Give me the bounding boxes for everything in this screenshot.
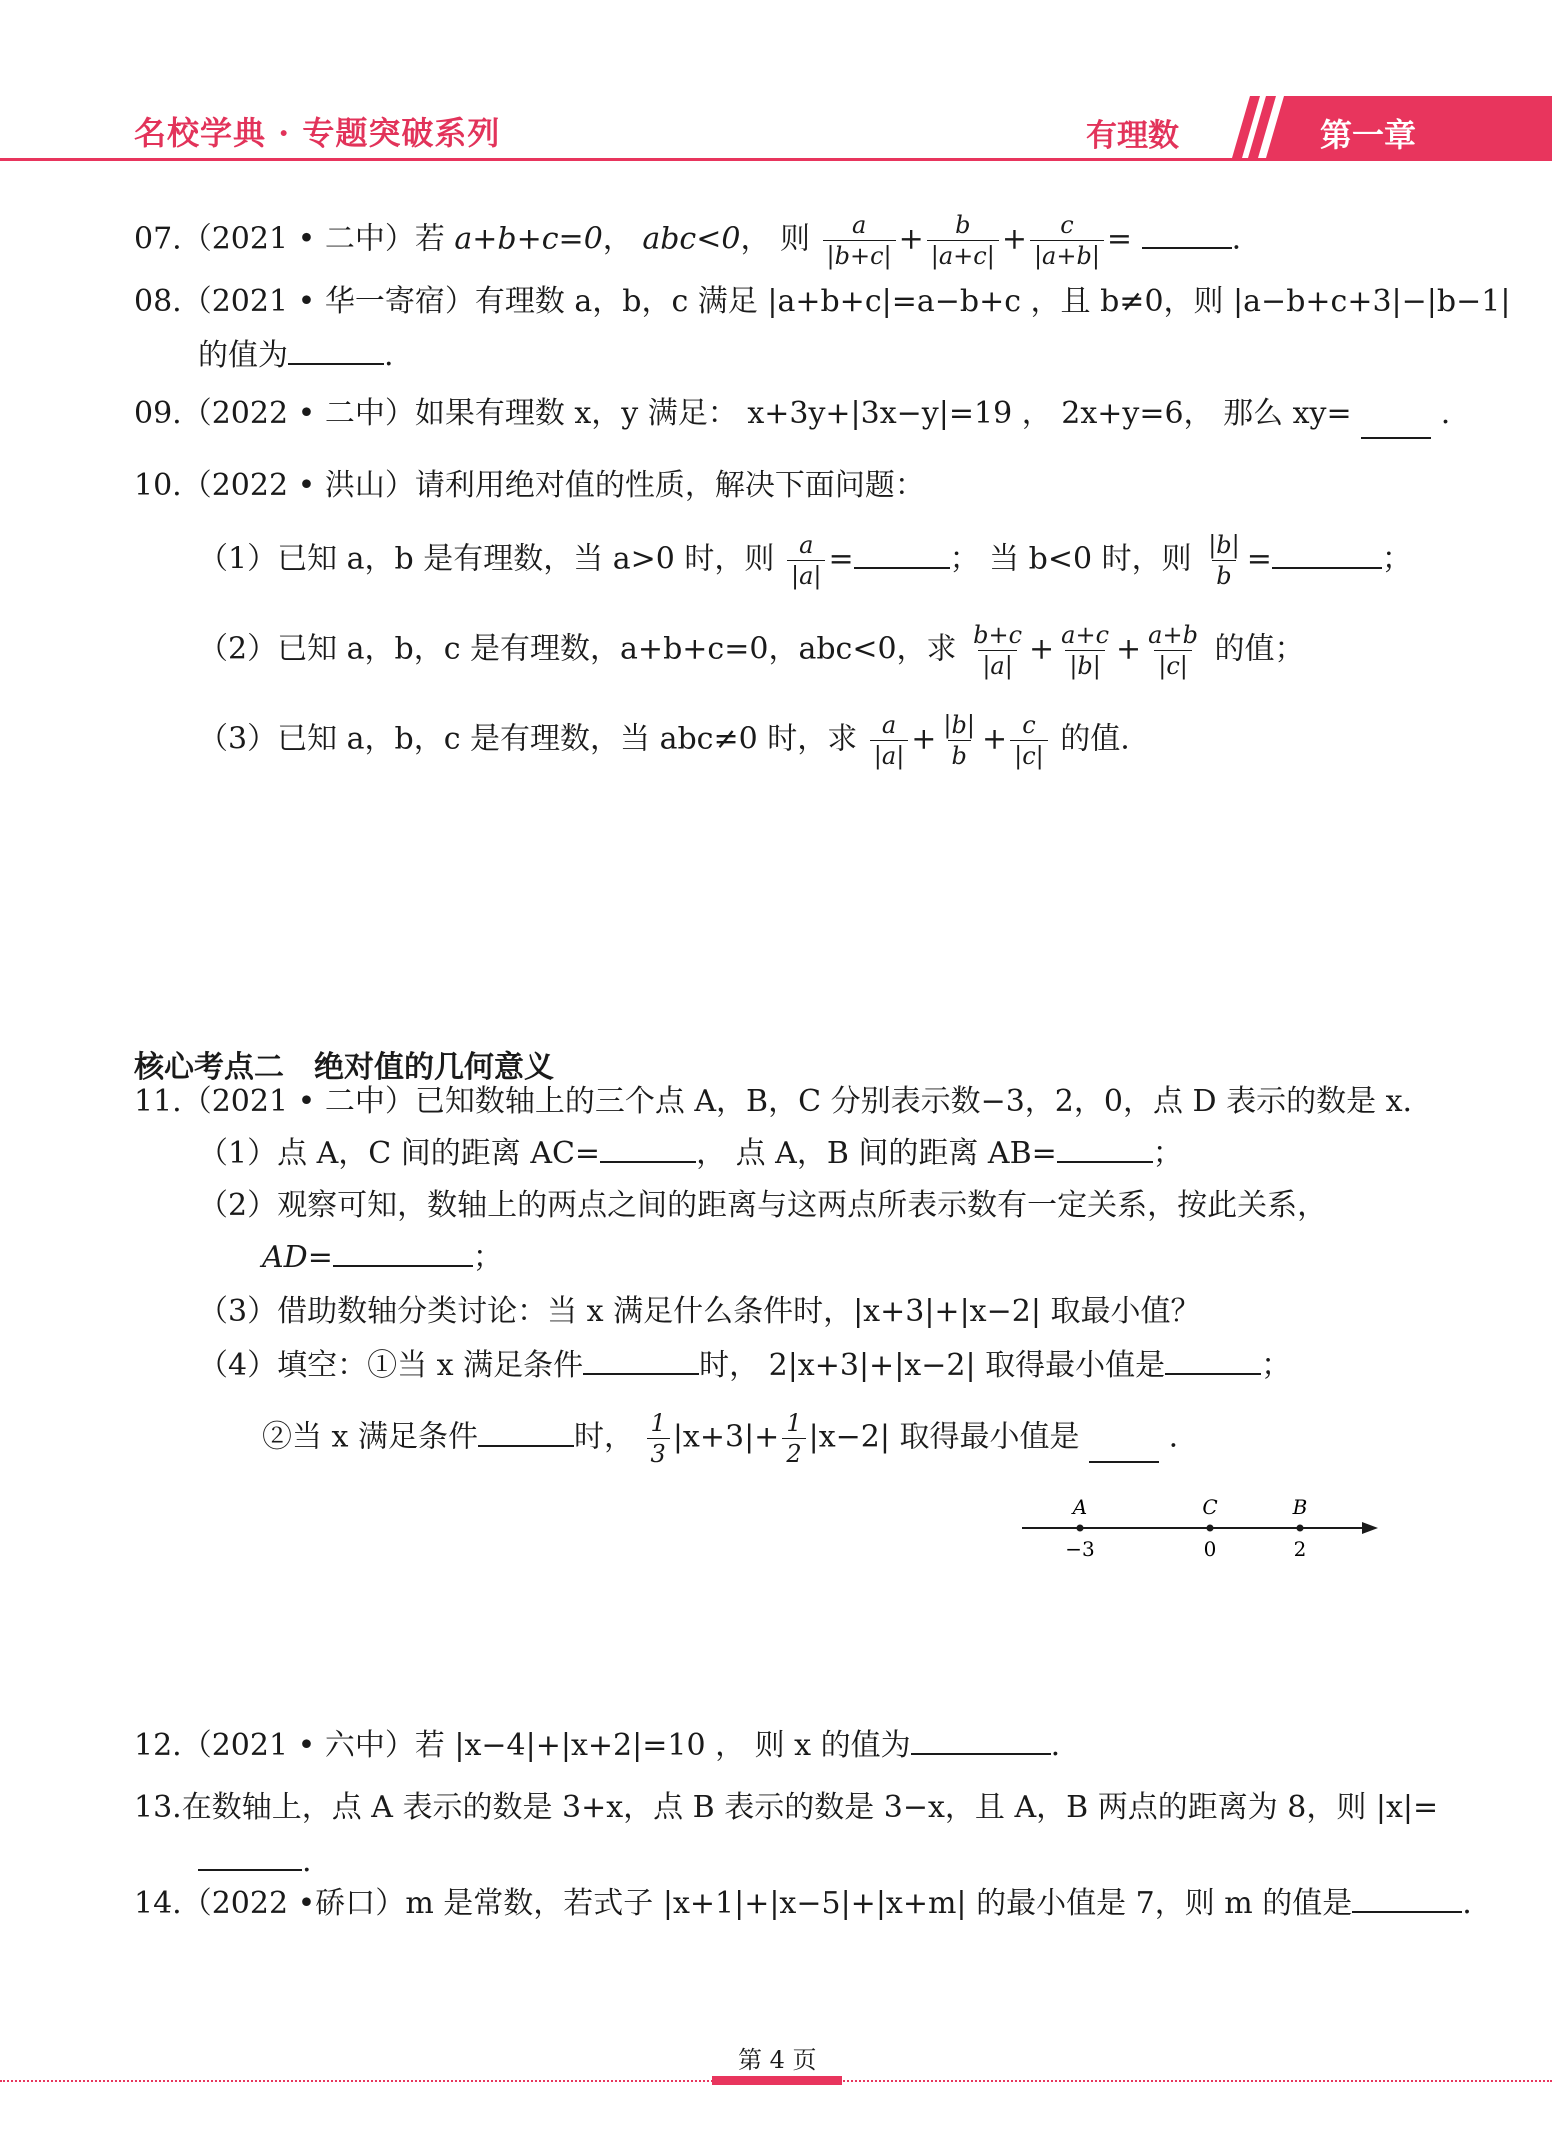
denominator: b <box>1212 560 1235 591</box>
question-source: （2022 •硚口） <box>181 1886 406 1921</box>
question-11-part2-answer <box>262 1238 503 1278</box>
denominator: |a+b| <box>1030 240 1104 271</box>
question-text: 请利用绝对值的性质，解决下面问题： <box>414 468 925 503</box>
question-text: ； 当 b<0 时，则 <box>949 541 1192 577</box>
footer-accent-bar <box>712 2076 842 2085</box>
question-source: （2021 • 二中） <box>181 221 415 257</box>
chapter-label: 第一章 <box>1320 116 1417 154</box>
answer-blank[interactable] <box>1165 1369 1261 1375</box>
question-text: 有理数 a，b，c 满足 |a+b+c|=a−b+c ，且 b≠0，则 |a−b+c+3|−|b−1| <box>474 284 1511 319</box>
question-source: （2022 • 洪山） <box>181 468 415 503</box>
plus-sign: + <box>898 221 924 257</box>
condition: abc<0 <box>642 221 741 257</box>
numerator: 1 <box>786 1409 802 1437</box>
question-number: 07. <box>134 221 182 257</box>
denominator: |a+c| <box>927 240 999 271</box>
point-a <box>1077 1525 1084 1532</box>
fraction <box>939 710 979 771</box>
question-number: 12. <box>134 1728 182 1763</box>
tick-label: −3 <box>1065 1537 1095 1561</box>
denominator: |b+c| <box>823 240 896 271</box>
text: ； <box>472 1240 503 1275</box>
question-08 <box>134 282 1510 322</box>
header-divider <box>0 158 1552 161</box>
numerator: a+c <box>1061 621 1110 649</box>
question-10-part1 <box>198 530 1412 591</box>
question-11 <box>134 1082 1412 1122</box>
question-text: 时， <box>574 1419 634 1455</box>
denominator: |b| <box>1065 650 1105 681</box>
fraction <box>927 210 999 271</box>
answer-blank[interactable] <box>600 1157 696 1163</box>
fraction <box>823 210 896 271</box>
answer-blank[interactable] <box>333 1261 473 1267</box>
question-text: ， 点 A，B 间的距离 AB= <box>696 1136 1057 1171</box>
denominator: |a| <box>870 740 908 771</box>
denominator: 3 <box>647 1438 670 1469</box>
page-number: 第 4 页 <box>738 2046 817 2074</box>
question-text: 已知数轴上的三个点 A，B，C 分别表示数−3，2，0，点 D 表示的数是 x. <box>414 1084 1413 1119</box>
section-title: 核心考点二 绝对值的几何意义 <box>134 1050 554 1085</box>
question-source: （2021 • 华一寄宿） <box>181 284 475 319</box>
fraction <box>1030 210 1104 271</box>
denominator: |c| <box>1010 740 1048 771</box>
question-11-part5 <box>262 1408 1178 1469</box>
question-text: 在数轴上，点 A 表示的数是 3+x，点 B 表示的数是 3−x，且 A，B 两点的距离为 8，则 |x|= <box>181 1790 1439 1825</box>
tick-label: 0 <box>1203 1537 1217 1561</box>
answer-blank[interactable] <box>1272 563 1382 569</box>
numerator: a+b <box>1148 621 1198 649</box>
point-label: B <box>1292 1495 1308 1519</box>
question-text: 若 |x−4|+|x+2|=10 ， 则 x 的值为 <box>414 1728 911 1763</box>
numerator: a <box>881 711 897 739</box>
text: . <box>1440 396 1451 431</box>
equals-sign: = <box>1106 221 1133 257</box>
text: . <box>1462 1886 1472 1921</box>
denominator: |c| <box>1154 650 1192 681</box>
point-label: A <box>1072 1495 1088 1519</box>
question-text: （2）已知 a，b，c 是有理数，a+b+c=0，abc<0，求 <box>198 631 957 667</box>
question-text: 如果有理数 x，y 满足： x+3y+|3x−y|=19 ， 2x+y=6， 那么 xy= <box>414 396 1352 431</box>
equals-sign: = <box>828 541 854 577</box>
question-number: 13. <box>134 1790 182 1825</box>
text: . <box>302 1844 312 1879</box>
question-text: 的值. <box>1060 721 1130 757</box>
question-text: （1）点 A，C 间的距离 AC= <box>198 1136 601 1171</box>
question-text: （2）观察可知，数轴上的两点之间的距离与这两点所表示数有一定关系，按此关系， <box>198 1188 1328 1223</box>
answer-blank[interactable] <box>1352 1907 1462 1913</box>
question-number: 14. <box>134 1886 182 1921</box>
answer-blank[interactable] <box>288 359 384 365</box>
text: . <box>384 338 394 373</box>
plus-sign: + <box>1001 221 1027 257</box>
question-text: （1）已知 a，b 是有理数，当 a>0 时，则 <box>198 541 775 577</box>
point-b <box>1297 1525 1304 1532</box>
question-text: （4）填空：①当 x 满足条件 <box>198 1348 584 1383</box>
question-number: 09. <box>134 396 182 431</box>
question-13-line2 <box>198 1842 312 1882</box>
answer-blank[interactable] <box>478 1441 574 1447</box>
question-text: 时， 2|x+3|+|x−2| 取得最小值是 <box>699 1348 1166 1383</box>
numerator: |b| <box>1208 531 1240 559</box>
question-text: 的值； <box>1214 631 1305 667</box>
question-source: （2022 • 二中） <box>181 396 415 431</box>
fraction <box>647 1408 670 1469</box>
numerator: a <box>851 211 867 239</box>
fraction <box>1204 530 1244 591</box>
number-line <box>1018 1490 1378 1580</box>
denominator: |a| <box>978 650 1016 681</box>
question-text: AD= <box>262 1240 333 1275</box>
question-07: 07.（2021 • 二中）若 a+b+c=0， abc<0， 则 $\frac{a}{|b+c|}$ + $\frac{b}{|a+c|}$ + $\frac{c}{|a+b|}$ = . <box>134 211 1242 270</box>
text: 则 <box>780 221 810 257</box>
question-text: （3）已知 a，b，c 是有理数，当 abc≠0 时，求 <box>198 721 858 757</box>
question-12 <box>134 1726 1060 1766</box>
question-10 <box>134 466 925 506</box>
question-text: （3）借助数轴分类讨论：当 x 满足什么条件时，|x+3|+|x−2| 取最小值？ <box>198 1294 1201 1329</box>
answer-blank[interactable] <box>1142 243 1232 249</box>
numerator: a <box>799 531 814 559</box>
question-13 <box>134 1788 1438 1828</box>
denominator: 2 <box>782 1438 805 1469</box>
fraction <box>787 530 825 591</box>
equals-sign: = <box>1246 541 1272 577</box>
answer-blank[interactable] <box>1361 433 1431 439</box>
question-11-part4 <box>198 1346 1291 1386</box>
point-label: C <box>1202 1495 1218 1519</box>
fraction <box>782 1408 805 1469</box>
answer-blank[interactable] <box>1089 1457 1159 1463</box>
fraction <box>1010 710 1048 771</box>
question-number: 08. <box>134 284 182 319</box>
arrow-icon <box>1362 1522 1378 1534</box>
series-title: 名校学典 · 专题突破系列 <box>134 114 501 152</box>
question-source: （2021 • 二中） <box>181 1084 415 1119</box>
question-source: （2021 • 六中） <box>181 1728 415 1763</box>
question-number: 11. <box>134 1084 182 1119</box>
text: . <box>1168 1419 1179 1455</box>
numerator: b+c <box>973 621 1023 649</box>
numerator: |b| <box>943 711 975 739</box>
fraction <box>1057 620 1113 681</box>
topic-title: 有理数 <box>1086 118 1179 154</box>
question-text: 的值为 <box>198 338 288 373</box>
answer-blank[interactable] <box>1057 1157 1153 1163</box>
denominator: b <box>948 740 971 771</box>
point-c <box>1207 1525 1214 1532</box>
text: . <box>1050 1728 1061 1763</box>
question-text: |x−2| 取得最小值是 <box>808 1419 1080 1455</box>
fraction <box>870 710 908 771</box>
question-11-part1 <box>198 1134 1183 1174</box>
question-10-part2: （2）已知 a，b，c 是有理数，a+b+c=0，abc<0，求 $\frac{b+c}{|a|}$ + $\frac{a+c}{|b|}$ + $\frac{a+b}{|c|}$ 的值； <box>198 621 1305 680</box>
question-10-part3: （3）已知 a，b，c 是有理数，当 abc≠0 时，求 $\frac{a}{|a|}$ + $\frac{|b|}{b}$ + $\frac{c}{|c|}$ 的值. <box>198 711 1130 770</box>
text: 若 <box>414 221 445 257</box>
answer-blank[interactable] <box>583 1369 699 1375</box>
question-11-part2 <box>198 1186 1327 1226</box>
text: ； <box>1152 1136 1183 1171</box>
fraction <box>969 620 1026 681</box>
numerator: c <box>1060 211 1074 239</box>
fraction <box>1144 620 1202 681</box>
answer-blank[interactable] <box>911 1749 1051 1755</box>
question-text: m 是常数，若式子 |x+1|+|x−5|+|x+m| 的最小值是 7，则 m 的值是 <box>405 1886 1353 1921</box>
denominator: |a| <box>787 560 825 591</box>
numerator: b <box>955 211 971 239</box>
question-11-part3 <box>198 1292 1200 1332</box>
question-09 <box>134 394 1450 439</box>
question-text: |x+3|+ <box>672 1419 780 1455</box>
question-text: ②当 x 满足条件 <box>262 1419 478 1455</box>
condition: a+b+c=0 <box>454 221 603 257</box>
answer-blank[interactable] <box>198 1865 302 1871</box>
numerator: 1 <box>650 1409 666 1437</box>
question-number: 10. <box>134 468 182 503</box>
text: ； <box>1261 1348 1292 1383</box>
question-14 <box>134 1884 1472 1924</box>
answer-blank[interactable] <box>854 563 950 569</box>
numerator: c <box>1022 711 1036 739</box>
text: ； <box>1381 541 1412 577</box>
text: . <box>1231 221 1242 257</box>
tick-label: 2 <box>1293 1537 1307 1561</box>
question-08-line2 <box>198 336 394 376</box>
